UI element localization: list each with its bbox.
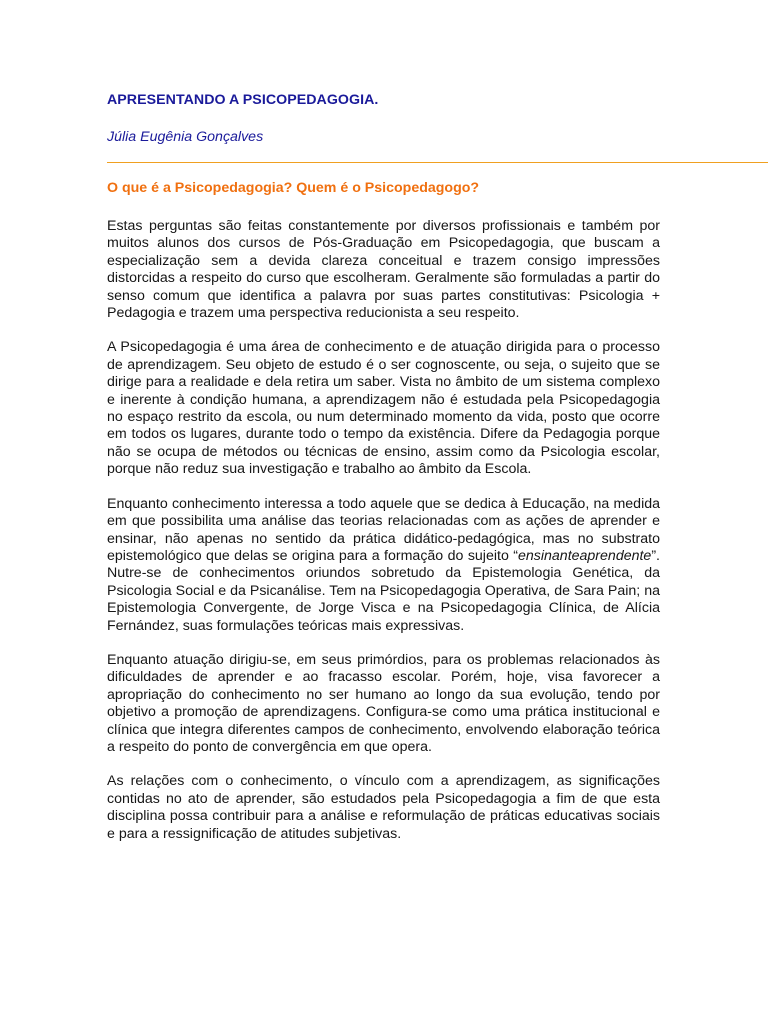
document-author: Júlia Eugênia Gonçalves	[107, 129, 264, 145]
paragraph-3-text-after: ”. Nutre-se de conhecimentos oriundos sobretudo da Epistemologia Genética, da Psicologia Social e da Psicanálise. Tem na Psicopedagogia Operativa, de Sara Pain; na Epistemologia Convergente, de Jorge Visca e na Psicopedagogia Clínica, de Alícia Fernández, suas formulações teóricas mais expressivas.	[107, 547, 660, 634]
paragraph-4: Enquanto atuação dirigiu-se, em seus primórdios, para os problemas relacionados às dificuldades de aprender e ao fracasso escolar. Porém, hoje, visa favorecer a apropriação do conhecimento no ser humano ao longo da sua evolução, tendo por objetivo a promoção de aprendizagens. Configura-se como uma prática institucional e clínica que integra diferentes campos de conhecimento, envolvendo elaboração teórica a respeito do ponto de convergência em que opera.	[107, 651, 660, 755]
paragraph-2: A Psicopedagogia é uma área de conhecimento e de atuação dirigida para o processo de aprendizagem. Seu objeto de estudo é o ser cognoscente, ou seja, o sujeito que se dirige para a realidade e dela retira um saber. Vista no âmbito de um sistema complexo e inerente à condição humana, a aprendizagem não é estudada pela Psicopedagogia no espaço restrito da escola, ou num determinado momento da vida, posto que ocorre em todos os lugares, durante todo o tempo da existência. Difere da Pedagogia porque não se ocupa de métodos ou técnicas de ensino, assim como da Psicologia escolar, porque não reduz sua investigação e trabalho ao âmbito da Escola.	[107, 339, 660, 478]
paragraph-3-text-before: Enquanto conhecimento interessa a todo aquele que se dedica à Educação, na medida em que possibilita uma análise das teorias relacionadas com as ações de aprender e ensinar, não apenas no sentido da prática didático-pedagógica, mas no substrato epistemológico que delas se origina para a formação do sujeito “	[107, 495, 660, 564]
paragraph-3-emphasis: ensinanteaprendente	[518, 547, 652, 564]
paragraph-1: Estas perguntas são feitas constantemente por diversos profissionais e também por muitos alunos dos cursos de Pós-Graduação em Psicopedagogia, que buscam a especialização sem a devida clareza conceitual e trazem consigo impressões distorcidas a respeito do curso que escolheram. Geralmente são formuladas a partir do senso comum que identifica a palavra por suas partes constitutivas: Psicologia + Pedagogia e trazem uma perspectiva reducionista a seu respeito.	[107, 218, 660, 322]
document-title: APRESENTANDO A PSICOPEDAGOGIA.	[107, 92, 379, 108]
paragraph-3	[107, 496, 660, 635]
paragraph-5: As relações com o conhecimento, o vínculo com a aprendizagem, as significações contidas no ato de aprender, são estudados pela Psicopedagogia a fim de que esta disciplina possa contribuir para a análise e reformulação de práticas educativas sociais e para a ressignificação de atitudes subjetivas.	[107, 773, 660, 842]
document-body	[107, 218, 660, 860]
section-divider	[107, 162, 768, 163]
section-heading: O que é a Psicopedagogia? Quem é o Psicopedagogo?	[107, 180, 480, 196]
